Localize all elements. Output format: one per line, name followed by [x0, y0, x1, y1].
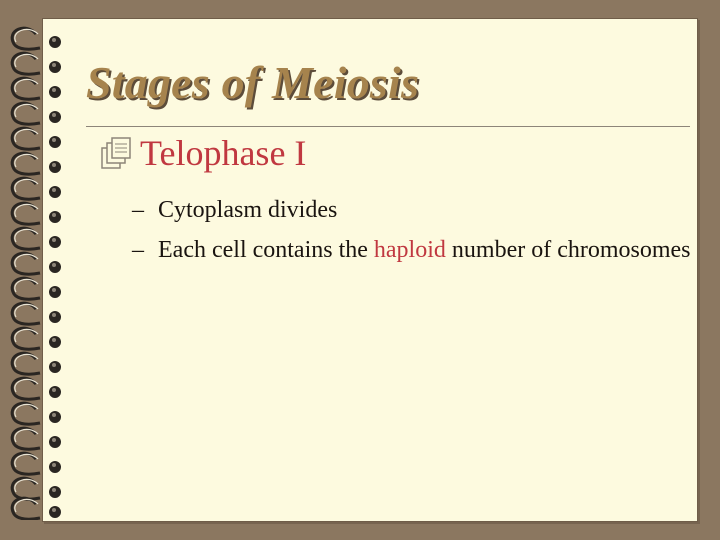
bullet-telophase [100, 133, 306, 173]
bullet-label: Telophase I [140, 133, 307, 173]
notepad-icon [100, 136, 134, 170]
sub-bullet-text-start: Each cell contains the [158, 237, 374, 263]
title-divider [86, 126, 690, 127]
sub-bullet-text-end: number of chromosomes [445, 237, 691, 263]
haploid-term: haploid [373, 237, 446, 263]
spiral-binding-icon [0, 20, 80, 520]
sub-bullet-haploid [132, 230, 692, 270]
slide-title: Stages of Meiosis [86, 57, 420, 108]
sub-bullet-text [158, 230, 692, 270]
sub-bullet-list [132, 190, 692, 270]
dash-marker: – [132, 237, 144, 263]
dash-marker: – [132, 197, 144, 223]
sub-bullet-cytoplasm [132, 190, 692, 230]
sub-bullet-text: Cytoplasm divides [158, 197, 338, 223]
